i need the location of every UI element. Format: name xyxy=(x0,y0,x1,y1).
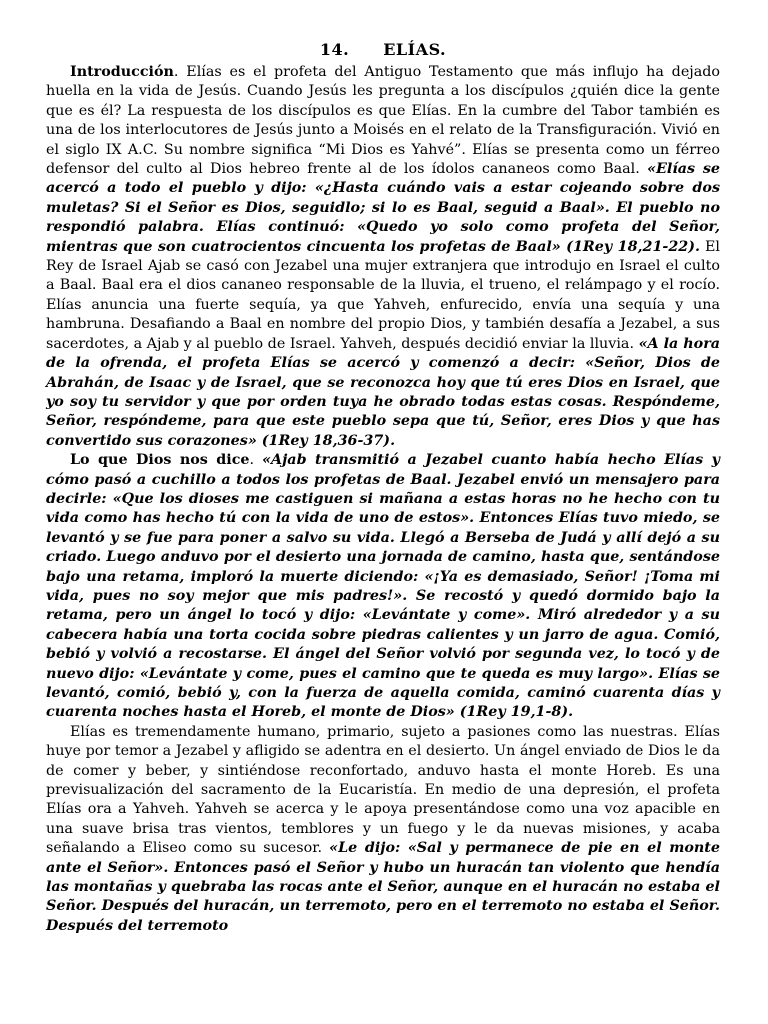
document-page xyxy=(46,40,720,936)
paragraph-reflection xyxy=(46,723,720,936)
page-title xyxy=(46,40,720,60)
section-text: . xyxy=(249,452,263,469)
reflection-quote: «Le dijo: «Sal y permanece de pie en el monte ante el Señor». Entonces pasó el Señor y hubo un huracán tan violento que hendía las montañas y quebraba las rocas ante el Señor, aunque en el huracán no estaba el Señor. Después del huracán, un terremoto, pero en el terremoto no estaba el Señor. Después del terremoto xyxy=(46,840,720,934)
intro-quote-2: «A la hora de la ofrenda, el profeta Elías se acercó y comenzó a decir: «Señor, Dios de Abrahán, de Isaac y de Israel, que se reconozca hoy que tú eres Dios en Israel, que yo soy tu servidor y que por orden tuya he obrado todas estas cosas. Respóndeme, Señor, respóndeme, para que este pueblo sepa que tú, Señor, eres Dios y que has convertido sus corazones» (1Rey 18,36-37). xyxy=(46,335,721,449)
intro-heading: Introducción xyxy=(70,64,174,80)
chapter-title: ELÍAS. xyxy=(383,40,447,59)
intro-text-1: . Elías es el profeta del Antiguo Testamento que más influjo ha dejado huella en la vida de Jesús. Cuando Jesús les pregunta a los discípulos ¿quién dice la gente que es él? La respuesta de los discípulos es que Elías. En la cumbre del Tabor también es una de los interlocutores de Jesús junto a Moisés en el relato de la Transfiguración. Vivió en el siglo IX A.C. Su nombre significa “Mi Dios es Yahvé”. Elías se presenta como un férreo defensor del culto al Dios hebreo frente al de los ídolos cananeos como Baal. xyxy=(46,64,720,178)
intro-text-2: El Rey de Israel Ajab se casó con Jezabel una mujer extranjera que introdujo en Israel el culto a Baal. Baal era el dios cananeo responsable de la lluvia, el trueno, el relámpago y el rocío. Elías anuncia una fuerte sequía, ya que Yahveh, enfurecido, envía una sequía y una hambruna. Desafiando a Baal en nombre del propio Dios, y también desafía a Jezabel, a sus sacerdotes, a Ajab y al pueblo de Israel. Yahveh, después decidió enviar la lluvia. xyxy=(46,238,720,352)
reflection-text: Elías es tremendamente humano, primario, sujeto a pasiones como las nuestras. Elías huye por temor a Jezabel y afligido se adentra en el desierto. Un ángel enviado de Dios le da de comer y beber, y sintiéndose reconfortado, anduvo hasta el monte Horeb. Es una previsualización del sacramento de la Eucaristía. En medio de una depresión, el profeta Elías ora a Yahveh. Yahveh se acerca y le apoya presentándose como una voz apacible en una suave brisa tras vientos, temblores y un fuego y le da nuevas misiones, y acaba señalando a Eliseo como su sucesor. xyxy=(46,723,720,857)
section-heading: Lo que Dios nos dice xyxy=(70,452,250,469)
paragraph-introduction xyxy=(46,63,720,451)
intro-quote-1: «Elías se acercó a todo el pueblo y dijo: «¿Hasta cuándo vais a estar cojeando sobre dos muletas? Si el Señor es Dios, seguidlo; si lo es Baal, seguid a Baal». El pueblo no respondió palabra. Elías continuó: «Quedo yo solo como profeta del Señor, mientras que son cuatrocientos cincuenta los profetas de Baal» (1Rey 18,21-22). xyxy=(46,161,720,255)
paragraph-lo-que-dios-nos-dice xyxy=(46,451,720,723)
chapter-number: 14. xyxy=(319,40,350,59)
section-quote: «Ajab transmitió a Jezabel cuanto había hecho Elías y cómo pasó a cuchillo a todos los profetas de Baal. Jezabel envió un mensajero para decirle: «Que los dioses me castiguen si mañana a estas horas no he hecho con tu vida como has hecho tú con la vida de uno de estos». Entonces Elías tuvo miedo, se levantó y se fue para poner a salvo su vida. Llegó a Berseba de Judá y allí dejó a su criado. Luego anduvo por el desierto una jornada de camino, hasta que, sentándose bajo una retama, imploró la muerte diciendo: «¡Ya es demasiado, Señor! ¡Toma mi vida, pues no soy mejor que mis padres!». Se recostó y quedó dormido bajo la retama, pero un ángel lo tocó y dijo: «Levántate y come». Miró alrededor y a su cabecera había una torta cocida sobre piedras calientes y un jarro de agua. Comió, bebió y volvió a recostarse. El ángel del Señor volvió por segunda vez, lo tocó y de nuevo dijo: «Levántate y come, pues el camino que te queda es muy largo». Elías se levantó, comió, bebió y, con la fuerza de aquella comida, caminó cuarenta días y cuarenta noches hasta el Horeb, el monte de Dios» (1Rey 19,1-8). xyxy=(46,452,720,721)
